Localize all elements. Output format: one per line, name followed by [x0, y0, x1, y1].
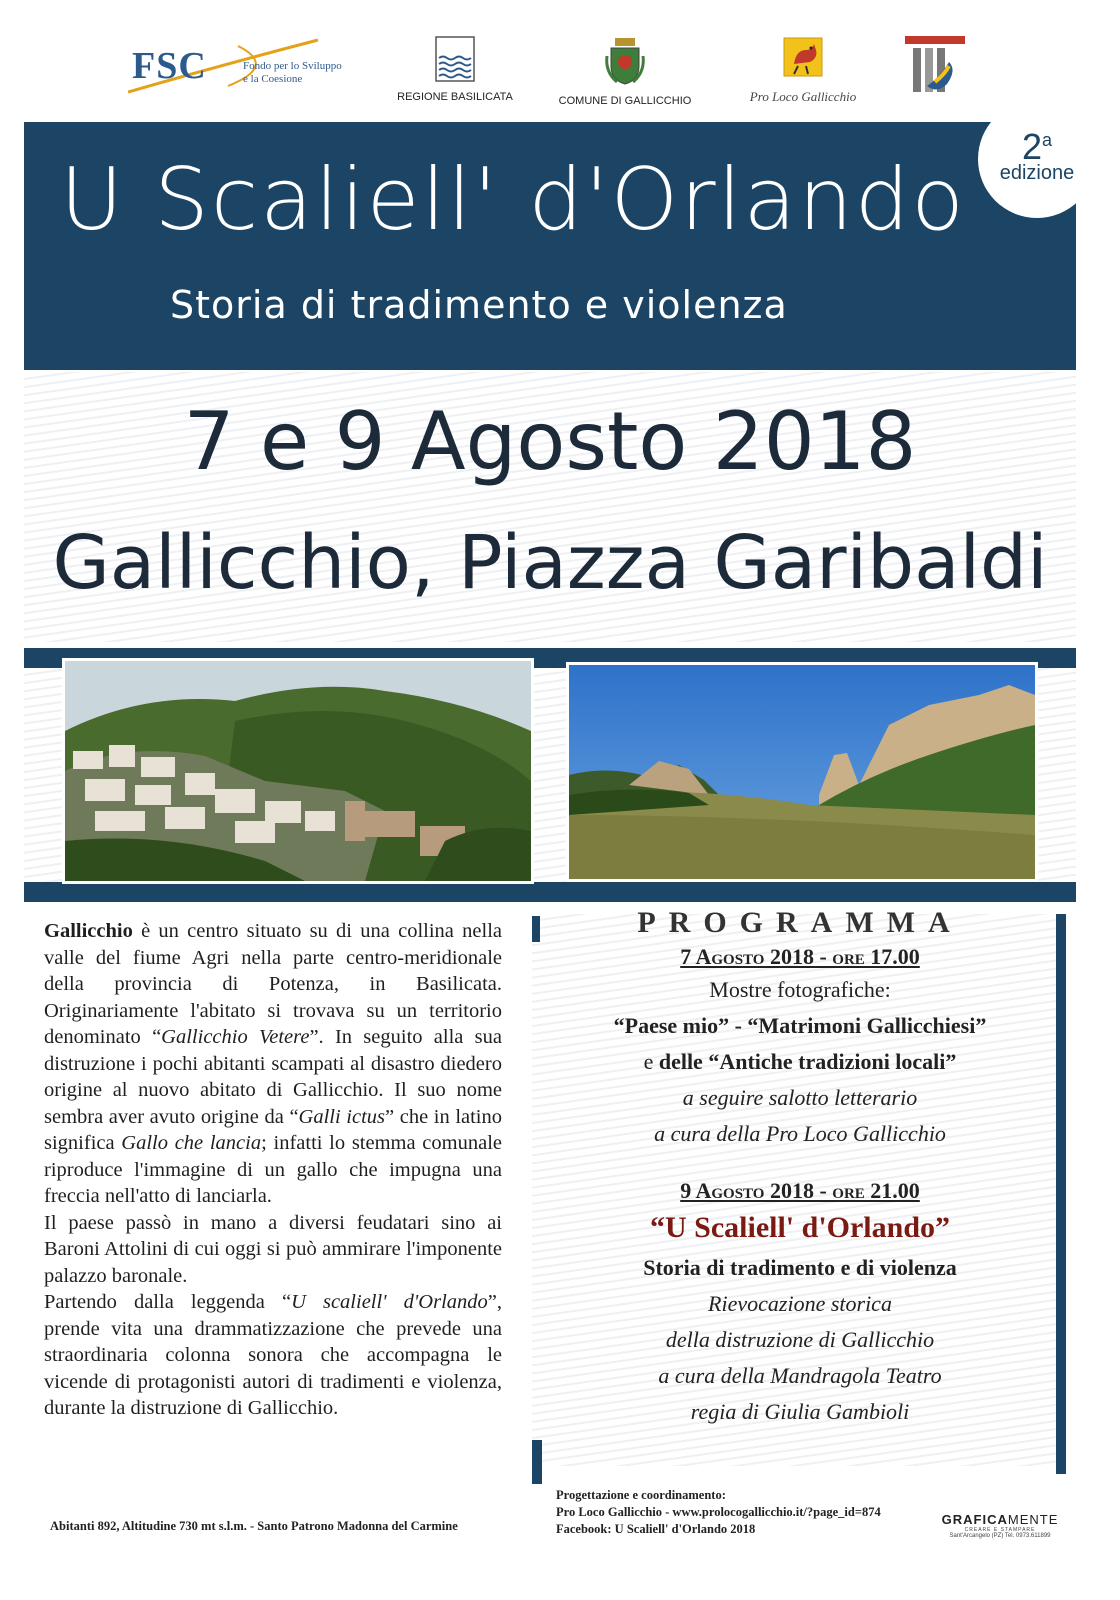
programma-left-bar: [532, 916, 540, 942]
day2-title: “U Scaliell' d'Orlando”: [649, 1211, 951, 1244]
day2-line-3: della distruzione di Gallicchio: [665, 1327, 935, 1352]
town-name: Gallicchio: [44, 920, 133, 942]
fsc-subtitle: [243, 60, 342, 86]
credits-footer: [556, 1487, 936, 1538]
comune-gallicchio-logo: [545, 36, 705, 107]
pro-loco-logo: [728, 36, 878, 105]
photo-canyon: [566, 662, 1038, 882]
day1-line-4: a seguire salotto letterario: [682, 1085, 918, 1110]
fsc-letters: FSC: [132, 45, 207, 87]
comune-label: COMUNE DI GALLICCHIO: [558, 95, 692, 107]
edition-digit: 2: [1021, 126, 1042, 167]
credits-line-1: Progettazione e coordinamento:: [556, 1488, 726, 1502]
graficamente-logo: [940, 1512, 1060, 1539]
desc-italic: Gallo che lancia: [121, 1132, 262, 1154]
day2-slot: 9 Agosto 2018 - ore 21.00: [680, 1178, 920, 1203]
comune-crest-icon: [603, 36, 647, 86]
day1-line-5: a cura della Pro Loco Gallicchio: [654, 1121, 946, 1146]
edition-badge: [978, 100, 1096, 218]
day2-line-4: a cura della Mandragola Teatro: [658, 1363, 942, 1388]
regione-shield-icon: [435, 36, 475, 82]
desc-text: ” che in latino significa: [44, 1105, 503, 1154]
edition-label: edizione: [999, 162, 1075, 184]
fsc-logo: [128, 36, 358, 98]
canyon-photo-image: [569, 665, 1035, 879]
edition-superscript: a: [1042, 130, 1053, 150]
graficamente-tagline: CREARE E STAMPARE: [964, 1527, 1036, 1533]
day1-line-3-prefix: e: [643, 1049, 659, 1074]
desc-text: ”. In seguito alla sua distruzione i pochi abitanti scampati al disastro diedero origine al nuovo abitato di Gallicchio. Il suo nome sembra aver avuto origine da “: [44, 1026, 503, 1128]
desc-italic: U scaliell' d'Orlando: [291, 1291, 488, 1313]
event-subtitle: Storia di tradimento e violenza: [170, 283, 788, 327]
description-column: [44, 918, 502, 1422]
day2-line-2: Rievocazione storica: [708, 1291, 892, 1316]
photo-village: [62, 658, 534, 884]
desc-text: Partendo dalla leggenda “: [44, 1291, 292, 1313]
event-dates: 7 e 9 Agosto 2018: [183, 395, 917, 488]
programma-right-bar: [1056, 914, 1066, 1474]
event-title: U Scaliell' d'Orlando: [60, 150, 966, 250]
graficamente-address: Sant'Arcangelo (PZ) Tel. 0973.611899: [949, 1533, 1051, 1539]
programma-title: PROGRAMMA: [637, 906, 963, 939]
day1-line-3-bold: delle “Antiche tradizioni locali”: [658, 1049, 957, 1074]
graficamente-name: [940, 1512, 1060, 1527]
basilicata-turistica-logo: [905, 36, 965, 107]
rooster-icon: [780, 36, 826, 80]
desc-italic: Galli ictus: [298, 1105, 386, 1128]
pro-loco-label: Pro Loco Gallicchio: [749, 89, 857, 104]
credits-facebook: Facebook: U Scaliell' d'Orlando 2018: [556, 1522, 756, 1536]
event-place: Gallicchio, Piazza Garibaldi: [52, 520, 1048, 606]
day2-line-1: Storia di tradimento e di violenza: [643, 1255, 957, 1280]
day2-line-5: regia di Giulia Gambioli: [690, 1399, 910, 1424]
desc-italic: Gallicchio Vetere: [161, 1026, 310, 1048]
graficamente-name-b: MENTE: [1007, 1512, 1059, 1527]
description-paragraph-1: [44, 918, 502, 1210]
desc-text: è un centro situato su di una collina nella valle del fiume Agri nella parte centro-meridionale della provincia di Potenza, in Basilicata. Originariamente l'abitato si trovava su un territorio denominato “: [44, 920, 502, 1048]
desc-text: ”, prende vita una drammatizzazione che prevede una straordinaria colonna sonora che accompagna le vicende di protagonisti autori di tradimenti e violenza, durante la distruzione di Gallicchio.: [44, 1291, 502, 1419]
fsc-line-2: e la Coesione: [243, 73, 303, 85]
credits-website-link[interactable]: Pro Loco Gallicchio - www.prolocogallicchio.it/?page_id=874: [556, 1505, 881, 1519]
desc-text: ; infatti lo stemma comunale riproduce l'immagine di un gallo che impugna una freccia nell'atto di lanciarla.: [44, 1132, 502, 1207]
regione-label: REGIONE BASILICATA: [397, 91, 513, 103]
day1-line-2: “Paese mio” - “Matrimoni Gallicchiesi”: [613, 1013, 987, 1038]
graficamente-name-a: GRAFICA: [941, 1512, 1008, 1527]
town-info-footer: Abitanti 892, Altitudine 730 mt s.l.m. - Santo Patrono Madonna del Carmine: [50, 1519, 458, 1533]
fsc-line-1: Fondo per lo Sviluppo: [243, 60, 342, 72]
day1-slot: 7 Agosto 2018 - ore 17.00: [680, 944, 920, 969]
basilicata-columns-icon: [905, 36, 965, 102]
day1-line-1: Mostre fotografiche:: [709, 977, 891, 1002]
programma-column: [545, 906, 1055, 1430]
regione-basilicata-logo: [385, 36, 525, 103]
edition-number: [978, 122, 1096, 165]
description-paragraph-3: [44, 1289, 502, 1422]
programma-bottom-bar: [532, 1440, 542, 1484]
day1-line-3: [545, 1044, 1055, 1080]
description-paragraph-2: Il paese passò in mano a diversi feudatari sino ai Baroni Attolini di cui oggi si può ammirare l'imponente palazzo baronale.: [44, 1211, 502, 1287]
village-photo-image: [65, 661, 531, 881]
